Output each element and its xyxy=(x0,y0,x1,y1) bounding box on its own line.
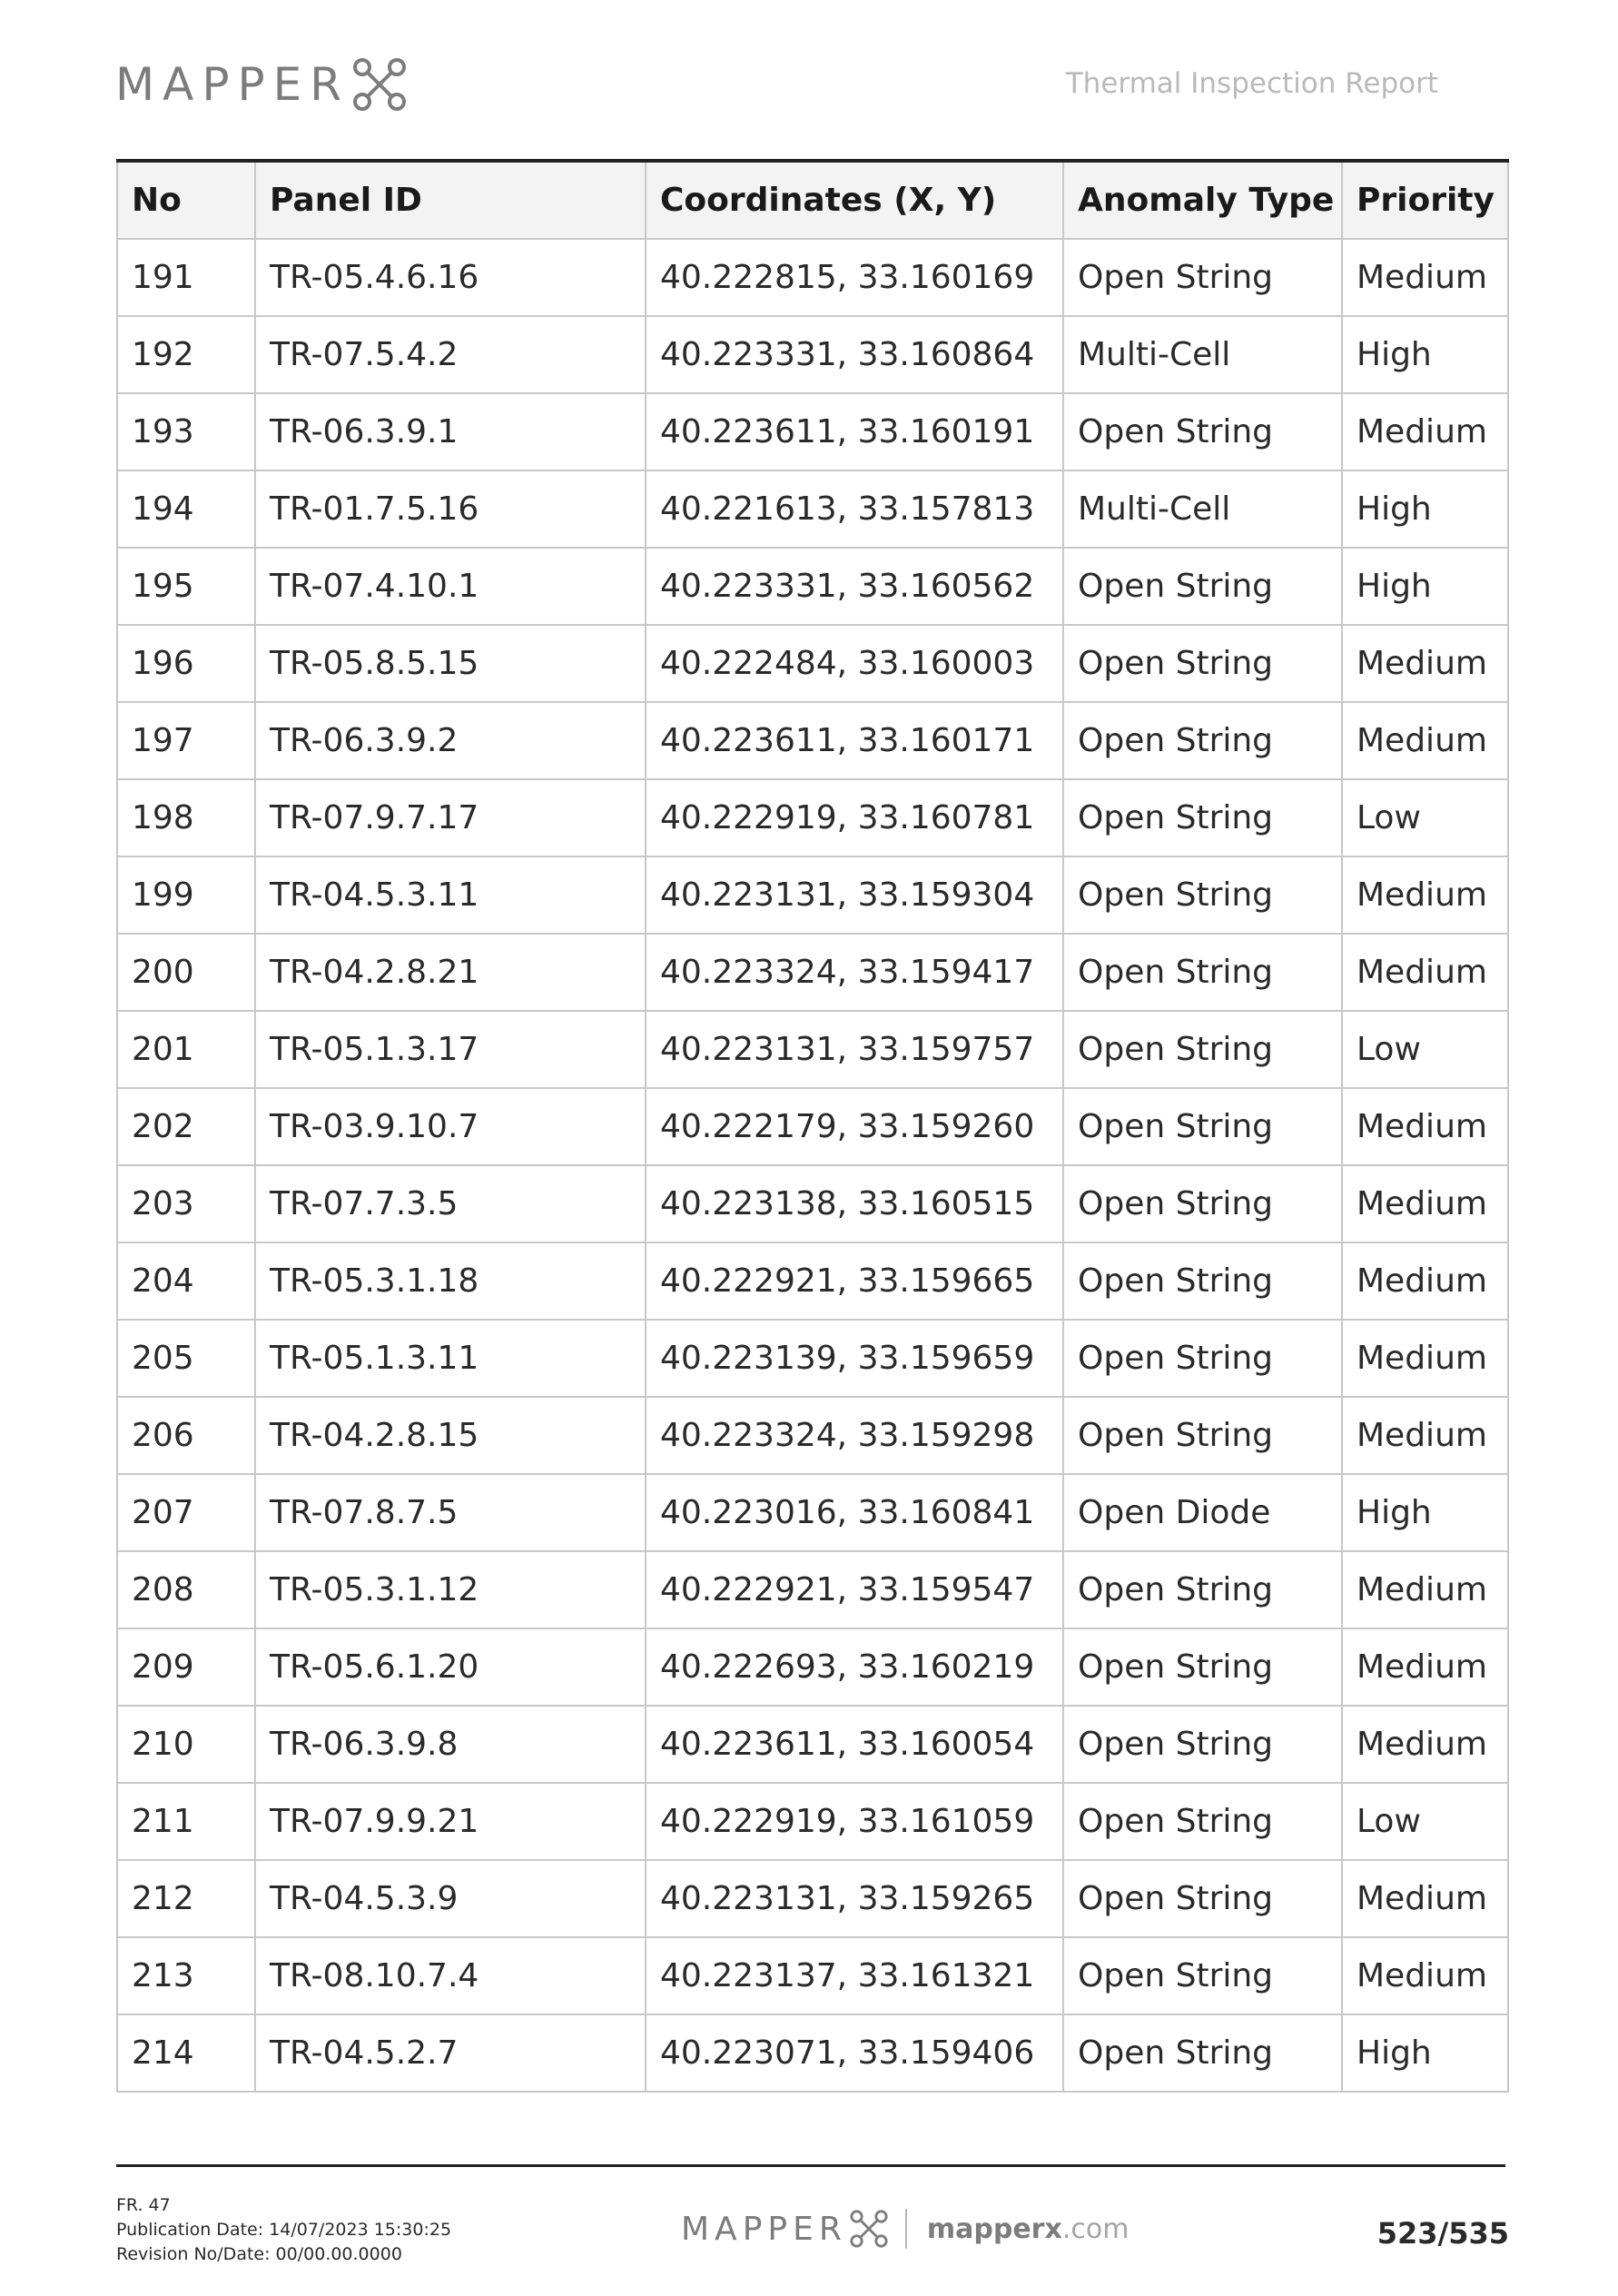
cell-priority: Medium xyxy=(1342,702,1508,779)
cell-anomaly-type: Open String xyxy=(1063,548,1342,625)
cell-no: 197 xyxy=(117,702,255,779)
cell-anomaly-type: Open String xyxy=(1063,1783,1342,1860)
table-row xyxy=(117,1628,1508,1706)
cell-priority: Medium xyxy=(1342,1860,1508,1937)
table-row xyxy=(117,393,1508,470)
cell-anomaly-type: Open String xyxy=(1063,1397,1342,1474)
table-row xyxy=(117,1011,1508,1088)
cell-panel-id: TR-05.8.5.15 xyxy=(255,625,646,702)
cell-panel-id: TR-03.9.10.7 xyxy=(255,1088,646,1165)
cell-priority: Low xyxy=(1342,1011,1508,1088)
cell-anomaly-type: Open String xyxy=(1063,1937,1342,2014)
cell-priority: Medium xyxy=(1342,1628,1508,1706)
cell-anomaly-type: Open String xyxy=(1063,239,1342,316)
document-title: Thermal Inspection Report xyxy=(1065,67,1438,100)
cell-panel-id: TR-01.7.5.16 xyxy=(255,470,646,548)
cell-coordinates: 40.223139, 33.159659 xyxy=(646,1320,1063,1397)
cell-priority: High xyxy=(1342,316,1508,393)
cell-coordinates: 40.223131, 33.159265 xyxy=(646,1860,1063,1937)
cell-priority: Medium xyxy=(1342,393,1508,470)
site-name: mapperx xyxy=(926,2212,1062,2245)
table-row xyxy=(117,1937,1508,2014)
cell-anomaly-type: Open String xyxy=(1063,934,1342,1011)
cell-no: 199 xyxy=(117,856,255,934)
cell-anomaly-type: Open String xyxy=(1063,625,1342,702)
table-row xyxy=(117,856,1508,934)
cell-no: 207 xyxy=(117,1474,255,1551)
cell-priority: Low xyxy=(1342,779,1508,856)
cell-priority: Medium xyxy=(1342,1088,1508,1165)
table-row xyxy=(117,702,1508,779)
publication-date: Publication Date: 14/07/2023 15:30:25 xyxy=(116,2220,452,2240)
cell-anomaly-type: Open String xyxy=(1063,1242,1342,1320)
cell-panel-id: TR-04.5.2.7 xyxy=(255,2014,646,2092)
cell-coordinates: 40.223324, 33.159298 xyxy=(646,1397,1063,1474)
column-header-anomaly-type: Anomaly Type xyxy=(1063,161,1342,239)
table-row xyxy=(117,1320,1508,1397)
cell-anomaly-type: Open String xyxy=(1063,1860,1342,1937)
brand-logo xyxy=(115,56,408,113)
drone-x-icon xyxy=(849,2209,889,2249)
footer-divider xyxy=(116,2164,1505,2167)
table-row xyxy=(117,470,1508,548)
cell-coordinates: 40.222919, 33.160781 xyxy=(646,779,1063,856)
cell-anomaly-type: Multi-Cell xyxy=(1063,316,1342,393)
cell-coordinates: 40.223131, 33.159757 xyxy=(646,1011,1063,1088)
cell-priority: High xyxy=(1342,548,1508,625)
cell-priority: Low xyxy=(1342,1783,1508,1860)
cell-no: 211 xyxy=(117,1783,255,1860)
table-row xyxy=(117,1706,1508,1783)
footer-metadata xyxy=(116,2193,451,2267)
brand-wordmark: MAPPER xyxy=(115,58,350,111)
cell-no: 200 xyxy=(117,934,255,1011)
cell-panel-id: TR-05.6.1.20 xyxy=(255,1628,646,1706)
cell-anomaly-type: Open String xyxy=(1063,1165,1342,1242)
cell-priority: Medium xyxy=(1342,625,1508,702)
cell-anomaly-type: Open String xyxy=(1063,1088,1342,1165)
cell-panel-id: TR-04.2.8.15 xyxy=(255,1397,646,1474)
cell-priority: Medium xyxy=(1342,1551,1508,1628)
cell-priority: Medium xyxy=(1342,856,1508,934)
cell-anomaly-type: Open String xyxy=(1063,856,1342,934)
cell-coordinates: 40.222484, 33.160003 xyxy=(646,625,1063,702)
cell-panel-id: TR-07.9.9.21 xyxy=(255,1783,646,1860)
cell-coordinates: 40.223331, 33.160562 xyxy=(646,548,1063,625)
cell-no: 209 xyxy=(117,1628,255,1706)
cell-no: 193 xyxy=(117,393,255,470)
column-header-priority: Priority xyxy=(1342,161,1508,239)
cell-priority: High xyxy=(1342,2014,1508,2092)
anomaly-table xyxy=(116,159,1509,2093)
cell-anomaly-type: Open String xyxy=(1063,702,1342,779)
cell-coordinates: 40.223324, 33.159417 xyxy=(646,934,1063,1011)
column-header-no: No xyxy=(117,161,255,239)
cell-anomaly-type: Open Diode xyxy=(1063,1474,1342,1551)
cell-no: 208 xyxy=(117,1551,255,1628)
table-row xyxy=(117,316,1508,393)
cell-coordinates: 40.221613, 33.157813 xyxy=(646,470,1063,548)
table-row xyxy=(117,934,1508,1011)
table-row xyxy=(117,1860,1508,1937)
table-row xyxy=(117,1165,1508,1242)
cell-panel-id: TR-06.3.9.2 xyxy=(255,702,646,779)
cell-no: 198 xyxy=(117,779,255,856)
cell-no: 192 xyxy=(117,316,255,393)
cell-coordinates: 40.222179, 33.159260 xyxy=(646,1088,1063,1165)
cell-panel-id: TR-05.4.6.16 xyxy=(255,239,646,316)
cell-coordinates: 40.223611, 33.160054 xyxy=(646,1706,1063,1783)
cell-coordinates: 40.222921, 33.159547 xyxy=(646,1551,1063,1628)
cell-no: 202 xyxy=(117,1088,255,1165)
cell-no: 213 xyxy=(117,1937,255,2014)
cell-coordinates: 40.223331, 33.160864 xyxy=(646,316,1063,393)
cell-no: 195 xyxy=(117,548,255,625)
cell-panel-id: TR-07.4.10.1 xyxy=(255,548,646,625)
cell-no: 210 xyxy=(117,1706,255,1783)
cell-no: 201 xyxy=(117,1011,255,1088)
cell-coordinates: 40.223137, 33.161321 xyxy=(646,1937,1063,2014)
cell-panel-id: TR-04.5.3.9 xyxy=(255,1860,646,1937)
table-header-row xyxy=(117,161,1508,239)
cell-anomaly-type: Multi-Cell xyxy=(1063,470,1342,548)
table-row xyxy=(117,1474,1508,1551)
cell-priority: Medium xyxy=(1342,1320,1508,1397)
cell-coordinates: 40.222919, 33.161059 xyxy=(646,1783,1063,1860)
cell-coordinates: 40.223138, 33.160515 xyxy=(646,1165,1063,1242)
cell-priority: High xyxy=(1342,1474,1508,1551)
cell-anomaly-type: Open String xyxy=(1063,1320,1342,1397)
cell-priority: High xyxy=(1342,470,1508,548)
cell-priority: Medium xyxy=(1342,239,1508,316)
cell-panel-id: TR-04.2.8.21 xyxy=(255,934,646,1011)
cell-priority: Medium xyxy=(1342,1937,1508,2014)
cell-panel-id: TR-04.5.3.11 xyxy=(255,856,646,934)
table-row xyxy=(117,1783,1508,1860)
cell-anomaly-type: Open String xyxy=(1063,1551,1342,1628)
page-number: 523/535 xyxy=(1376,2216,1509,2251)
column-header-panel-id: Panel ID xyxy=(255,161,646,239)
cell-no: 205 xyxy=(117,1320,255,1397)
cell-panel-id: TR-05.3.1.12 xyxy=(255,1551,646,1628)
cell-priority: Medium xyxy=(1342,934,1508,1011)
cell-no: 214 xyxy=(117,2014,255,2092)
cell-anomaly-type: Open String xyxy=(1063,779,1342,856)
revision-info: Revision No/Date: 00/00.00.0000 xyxy=(116,2244,402,2264)
cell-no: 212 xyxy=(117,1860,255,1937)
form-number: FR. 47 xyxy=(116,2195,171,2215)
table-row xyxy=(117,1088,1508,1165)
cell-coordinates: 40.223611, 33.160171 xyxy=(646,702,1063,779)
cell-priority: Medium xyxy=(1342,1706,1508,1783)
cell-priority: Medium xyxy=(1342,1242,1508,1320)
cell-priority: Medium xyxy=(1342,1165,1508,1242)
drone-x-icon xyxy=(351,56,408,113)
cell-no: 206 xyxy=(117,1397,255,1474)
cell-priority: Medium xyxy=(1342,1397,1508,1474)
table-row xyxy=(117,2014,1508,2092)
cell-panel-id: TR-05.3.1.18 xyxy=(255,1242,646,1320)
cell-panel-id: TR-08.10.7.4 xyxy=(255,1937,646,2014)
cell-anomaly-type: Open String xyxy=(1063,1628,1342,1706)
cell-coordinates: 40.223071, 33.159406 xyxy=(646,2014,1063,2092)
page-header xyxy=(0,0,1618,159)
table-row xyxy=(117,625,1508,702)
cell-panel-id: TR-06.3.9.8 xyxy=(255,1706,646,1783)
cell-panel-id: TR-05.1.3.17 xyxy=(255,1011,646,1088)
column-header-coordinates: Coordinates (X, Y) xyxy=(646,161,1063,239)
cell-coordinates: 40.222921, 33.159665 xyxy=(646,1242,1063,1320)
table-row xyxy=(117,779,1508,856)
footer-logo xyxy=(681,2209,1129,2249)
table-row xyxy=(117,1397,1508,1474)
logo-divider xyxy=(905,2209,907,2249)
cell-no: 196 xyxy=(117,625,255,702)
cell-anomaly-type: Open String xyxy=(1063,393,1342,470)
cell-panel-id: TR-07.5.4.2 xyxy=(255,316,646,393)
site-tld: .com xyxy=(1061,2212,1130,2245)
cell-coordinates: 40.223131, 33.159304 xyxy=(646,856,1063,934)
cell-no: 203 xyxy=(117,1165,255,1242)
cell-coordinates: 40.222815, 33.160169 xyxy=(646,239,1063,316)
cell-coordinates: 40.223016, 33.160841 xyxy=(646,1474,1063,1551)
table-row xyxy=(117,548,1508,625)
cell-no: 204 xyxy=(117,1242,255,1320)
cell-panel-id: TR-07.9.7.17 xyxy=(255,779,646,856)
cell-anomaly-type: Open String xyxy=(1063,2014,1342,2092)
cell-anomaly-type: Open String xyxy=(1063,1011,1342,1088)
cell-panel-id: TR-07.7.3.5 xyxy=(255,1165,646,1242)
footer-brand-wordmark: MAPPER xyxy=(681,2210,847,2248)
table-row xyxy=(117,239,1508,316)
cell-no: 191 xyxy=(117,239,255,316)
cell-panel-id: TR-06.3.9.1 xyxy=(255,393,646,470)
cell-panel-id: TR-05.1.3.11 xyxy=(255,1320,646,1397)
cell-coordinates: 40.223611, 33.160191 xyxy=(646,393,1063,470)
cell-no: 194 xyxy=(117,470,255,548)
cell-panel-id: TR-07.8.7.5 xyxy=(255,1474,646,1551)
website-link[interactable] xyxy=(927,2213,1130,2245)
table-row xyxy=(117,1242,1508,1320)
cell-coordinates: 40.222693, 33.160219 xyxy=(646,1628,1063,1706)
cell-anomaly-type: Open String xyxy=(1063,1706,1342,1783)
table-row xyxy=(117,1551,1508,1628)
